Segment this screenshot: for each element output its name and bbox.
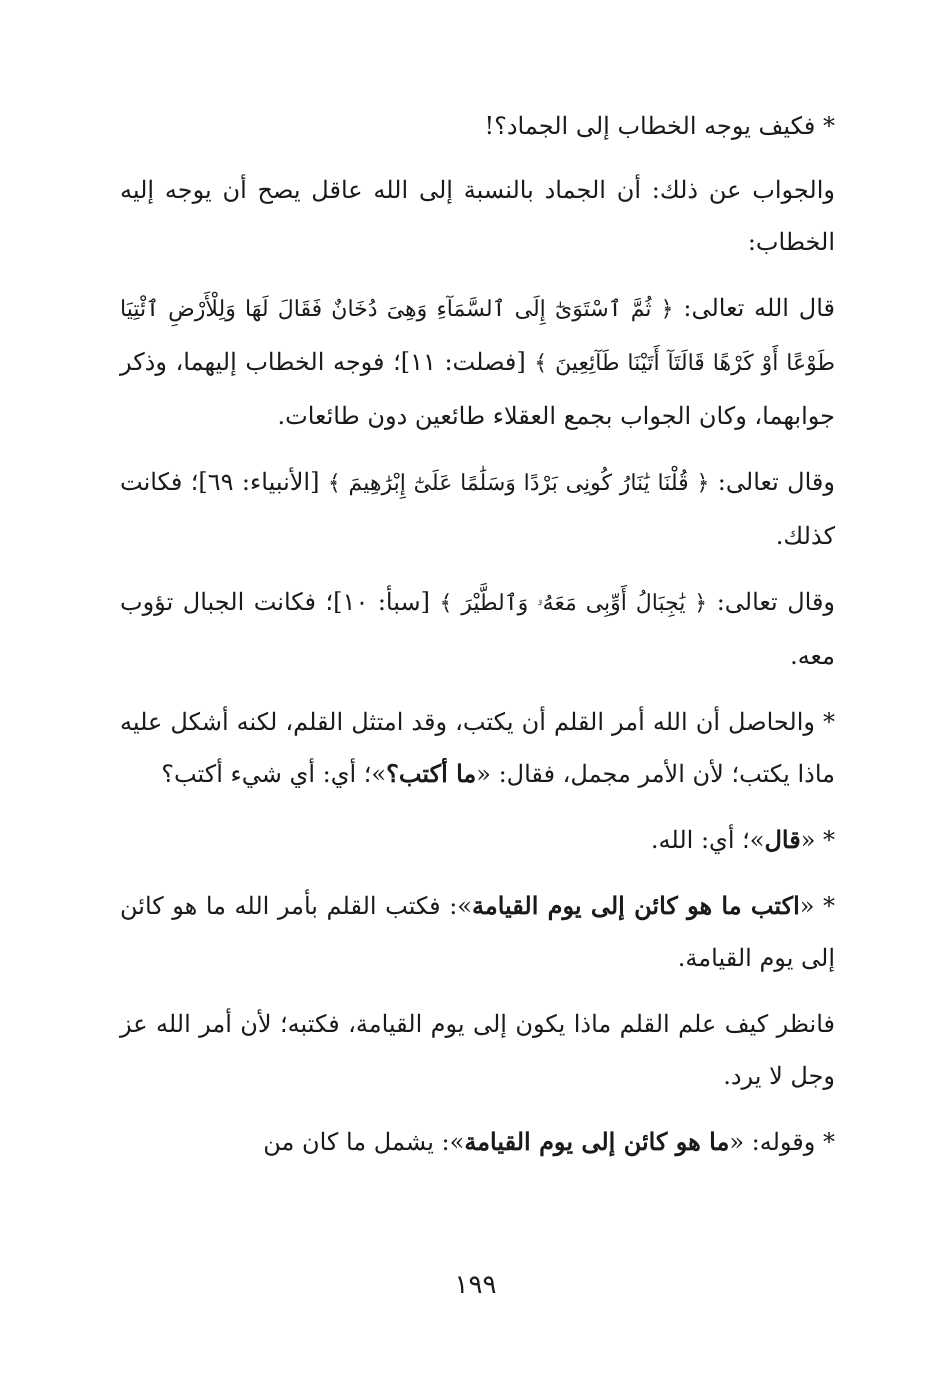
paragraph-uktub (120, 880, 835, 984)
quran-verse: ﴿ ثُمَّ ٱسْتَوَىٰٓ إِلَى ٱلسَّمَآءِ وَهِىَ دُخَانٌ فَقَالَ لَهَا وَلِلْأَرْضِ ٱئْتِيَا طَوْعًا أَوْ كَرْهًا قَالَتَآ أَتَيْنَا طَآئِعِينَ ﴾ (120, 297, 835, 376)
paragraph-text: * وقوله: « (729, 1128, 835, 1156)
paragraph-text: والجواب عن ذلك: أن الجماد بالنسبة إلى الله عاقل يصح أن يوجه إليه الخطاب: (120, 176, 835, 256)
paragraph-text: * « (800, 826, 835, 854)
paragraph-text: * فكيف يوجه الخطاب إلى الجماد؟! (484, 112, 835, 140)
paragraph-text: * « (799, 892, 836, 920)
paragraph-text: [سبأ: ١٠]؛ فكانت الجبال تؤوب معه. (120, 588, 835, 670)
paragraph-text: وقال تعالى: (709, 468, 835, 496)
paragraph-anbiya (120, 456, 835, 562)
body-text (120, 100, 835, 1182)
paragraph-text: وقال تعالى: (707, 588, 836, 616)
paragraph-text: [فصلت: ١١]؛ فوجه الخطاب إليهما، وذكر جوابهما، وكان الجواب بجمع العقلاء طائعين دون طائعات. (120, 348, 835, 430)
paragraph-fussilat (120, 282, 835, 442)
hadith-quote: قال (764, 825, 801, 854)
paragraph-text: فانظر كيف علم القلم ماذا يكون إلى يوم القيامة، فكتبه؛ لأن أمر الله عز وجل لا يرد. (120, 1010, 835, 1090)
paragraph-last (120, 1116, 835, 1168)
paragraph-text: [الأنبياء: ٦٩]؛ فكانت كذلك. (120, 468, 835, 550)
paragraph-text: قال الله تعالى: (673, 294, 835, 322)
paragraph-qal (120, 814, 835, 866)
hadith-quote: ما هو كائن إلى يوم القيامة (464, 1127, 730, 1156)
hadith-quote: ما أكتب؟ (386, 759, 477, 788)
paragraph-answer (120, 164, 835, 268)
paragraph-text: * والحاصل أن الله أمر القلم أن يكتب، وقد امتثل القلم، لكنه أشكل عليه ماذا يكتب؛ لأن الأمر مجمل، فقال: « (120, 708, 835, 788)
hadith-quote: اكتب ما هو كائن إلى يوم القيامة (471, 891, 800, 920)
page-number: ١٩٩ (454, 1270, 497, 1300)
paragraph-reflection (120, 998, 835, 1102)
paragraph-text: »: يشمل ما كان من (263, 1128, 465, 1156)
paragraph-summary (120, 696, 835, 800)
paragraph-text: »: فكتب القلم بأمر الله ما هو كائن إلى يوم القيامة. (120, 892, 835, 972)
paragraph-saba (120, 576, 835, 682)
paragraph-question (120, 100, 835, 152)
quran-verse: ﴿ قُلْنَا يَٰنَارُ كُونِى بَرْدًا وَسَلَٰمًا عَلَىٰٓ إِبْرَٰهِيمَ ﴾ (327, 471, 710, 496)
paragraph-text: »؛ أي: الله. (650, 826, 765, 854)
paragraph-text: »؛ أي: أي شيء أكتب؟ (161, 760, 387, 788)
quran-verse: ﴿ يَٰجِبَالُ أَوِّبِى مَعَهُۥ وَٱلطَّيْرَ ﴾ (439, 591, 708, 616)
